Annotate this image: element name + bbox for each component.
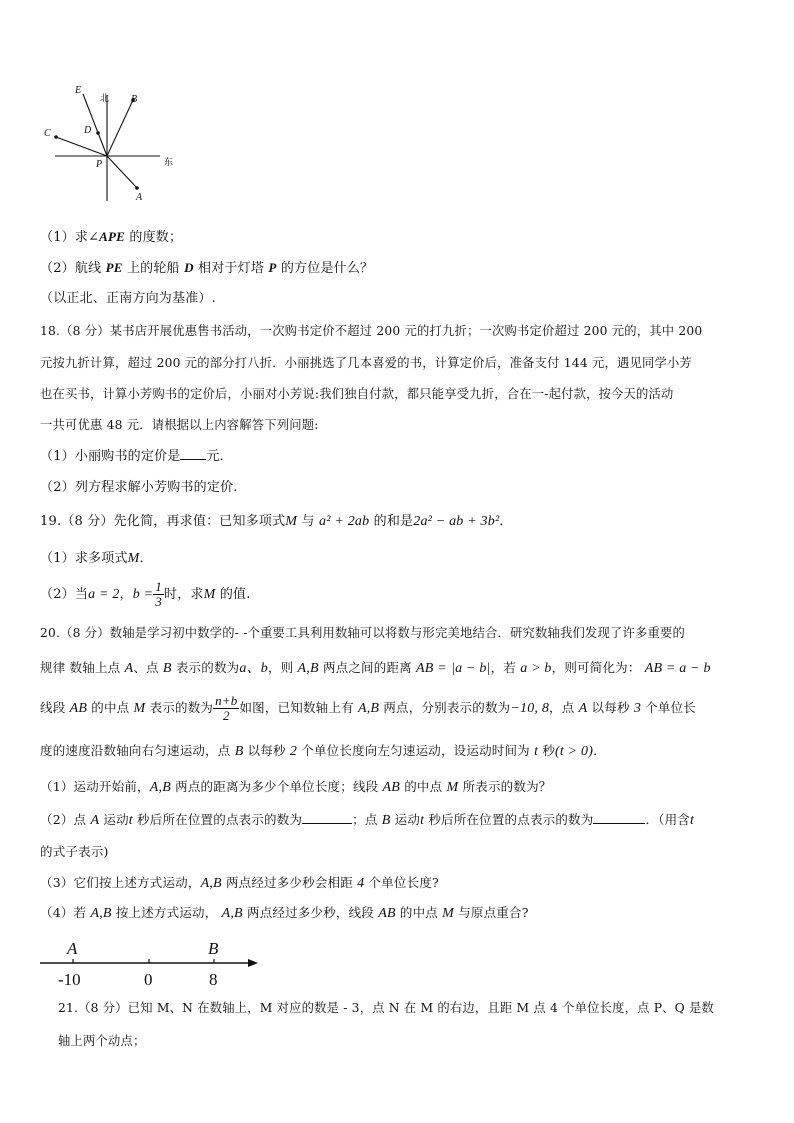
q20-line1: 20.（8 分）数轴是学习初中数学的- -个重要工具利用数轴可以将数与形完美地结合．研究数轴我们发现了许多重要的	[40, 626, 685, 640]
q18-part2: （2）列方程求解小芳购书的定价.	[40, 480, 238, 495]
q20-part4: （4）若 A,B 按上述方式运动， A,B 两点经过多少秒，线段 AB 的中点 M 与原点重合?	[40, 905, 529, 921]
q18-line3: 也在买书，计算小芳购书的定价后，小丽对小芳说:我们独自付款，都只能享受九折，合在一-起付款，按今天的活动	[40, 387, 674, 401]
q20-part1: （1）运动开始前，A,B 两点的距离为多少个单位长度；线段 AB 的中点 M 所表示的数为？	[40, 779, 552, 795]
point-D	[96, 131, 100, 135]
q20-line3: 线段 AB 的中点 M 表示的数为 $\frac{n+b}{2}$ 如图，已知数轴上有 A,B 两点，分别表示的数为−10, 8，点 A 以每秒 3 个单位长	[40, 693, 697, 723]
q17-part2: （2）航线 PE 上的轮船 D 相对于灯塔 P 的方位是什么？	[40, 260, 374, 276]
label-D: D	[84, 125, 92, 136]
answer-blank-A[interactable]	[302, 810, 352, 824]
ray-PA	[107, 156, 137, 188]
label-north: 北	[100, 93, 110, 103]
ray-PC	[56, 137, 107, 156]
q21-line1: 21.（8 分）已知 M、N 在数轴上，M 对应的数是 - 3，点 N 在 M 的右边，且距 M 点 4 个单位长度，点 P、Q 是数	[58, 1001, 715, 1015]
number-line	[36, 932, 276, 992]
point-C	[54, 135, 58, 139]
q20-part2-cont: 的式子表示)	[40, 844, 109, 859]
answer-blank[interactable]	[180, 446, 206, 460]
arrow-head	[248, 959, 258, 967]
fraction-midpoint: $\frac{n+b}{2}$	[215, 693, 238, 723]
label-C: C	[44, 128, 51, 139]
tick-label-0: 0	[144, 970, 153, 989]
label-A: A	[67, 939, 78, 958]
q18-line4: 一共可优惠 48 元．请根据以上内容解答下列问题:	[40, 418, 319, 432]
tick-label-A: -10	[58, 970, 81, 989]
ray-PB	[107, 100, 133, 156]
q21-line2: 轴上两个动点；	[58, 1034, 146, 1048]
label-A: A	[136, 192, 143, 203]
label-B: B	[131, 94, 138, 105]
tick-label-B: 8	[209, 970, 218, 989]
point-A	[135, 186, 139, 190]
compass-diagram	[38, 83, 188, 208]
q17-part1: （1）求∠APE 的度数；	[40, 229, 183, 245]
fraction-one-third: $\frac{1}{3}$	[155, 579, 162, 609]
q18-line1: 18.（8 分）某书店开展优惠售书活动，一次购书定价不超过 200 元的打九折；一次购书定价超过 200 元的，其中 200	[40, 324, 703, 338]
q18-part1: （1）小丽购书的定价是 元．	[40, 446, 233, 467]
label-east: 东	[164, 157, 174, 167]
q19-part1: （1）求多项式M．	[40, 551, 153, 566]
label-P: P	[96, 159, 103, 170]
q20-line2: 规律 数轴上点 A、点 B 表示的数为a、b，则 A,B 两点之间的距离 AB = |a − b|，若 a > b，则可简化为： AB = a − b	[40, 660, 711, 676]
label-E: E	[75, 85, 82, 96]
q19-head: 19.（8 分）先化简，再求值：已知多项式M 与 a² + 2ab 的和是2a² − ab + 3b²．	[40, 514, 513, 529]
q20-part3: （3）它们按上述方式运动，A,B 两点经过多少秒会相距 4 个单位长度?	[40, 875, 439, 891]
q17-note: （以正北、正南方向为基准）.	[40, 291, 216, 306]
q18-line2: 元按九折计算，超过 200 元的部分打八折．小丽挑选了几本喜爱的书，计算定价后，准备支付 144 元，遇见同学小芳	[40, 356, 692, 370]
q20-part2: （2）点 A 运动t 秒后所在位置的点表示的数为 ；点 B 运动t 秒后所在位置的点表示的数为 ．（用含t	[40, 812, 695, 828]
answer-blank-B[interactable]	[593, 810, 645, 824]
q19-part2: （2）当a = 2，b = $\frac{1}{3}$ 时，求M 的值.	[40, 579, 251, 609]
label-B: B	[208, 939, 219, 958]
q20-line4: 度的速度沿数轴向右匀速运动，点 B 以每秒 2 个单位长度向左匀速运动，设运动时间为 t 秒(t > 0).	[40, 743, 598, 759]
